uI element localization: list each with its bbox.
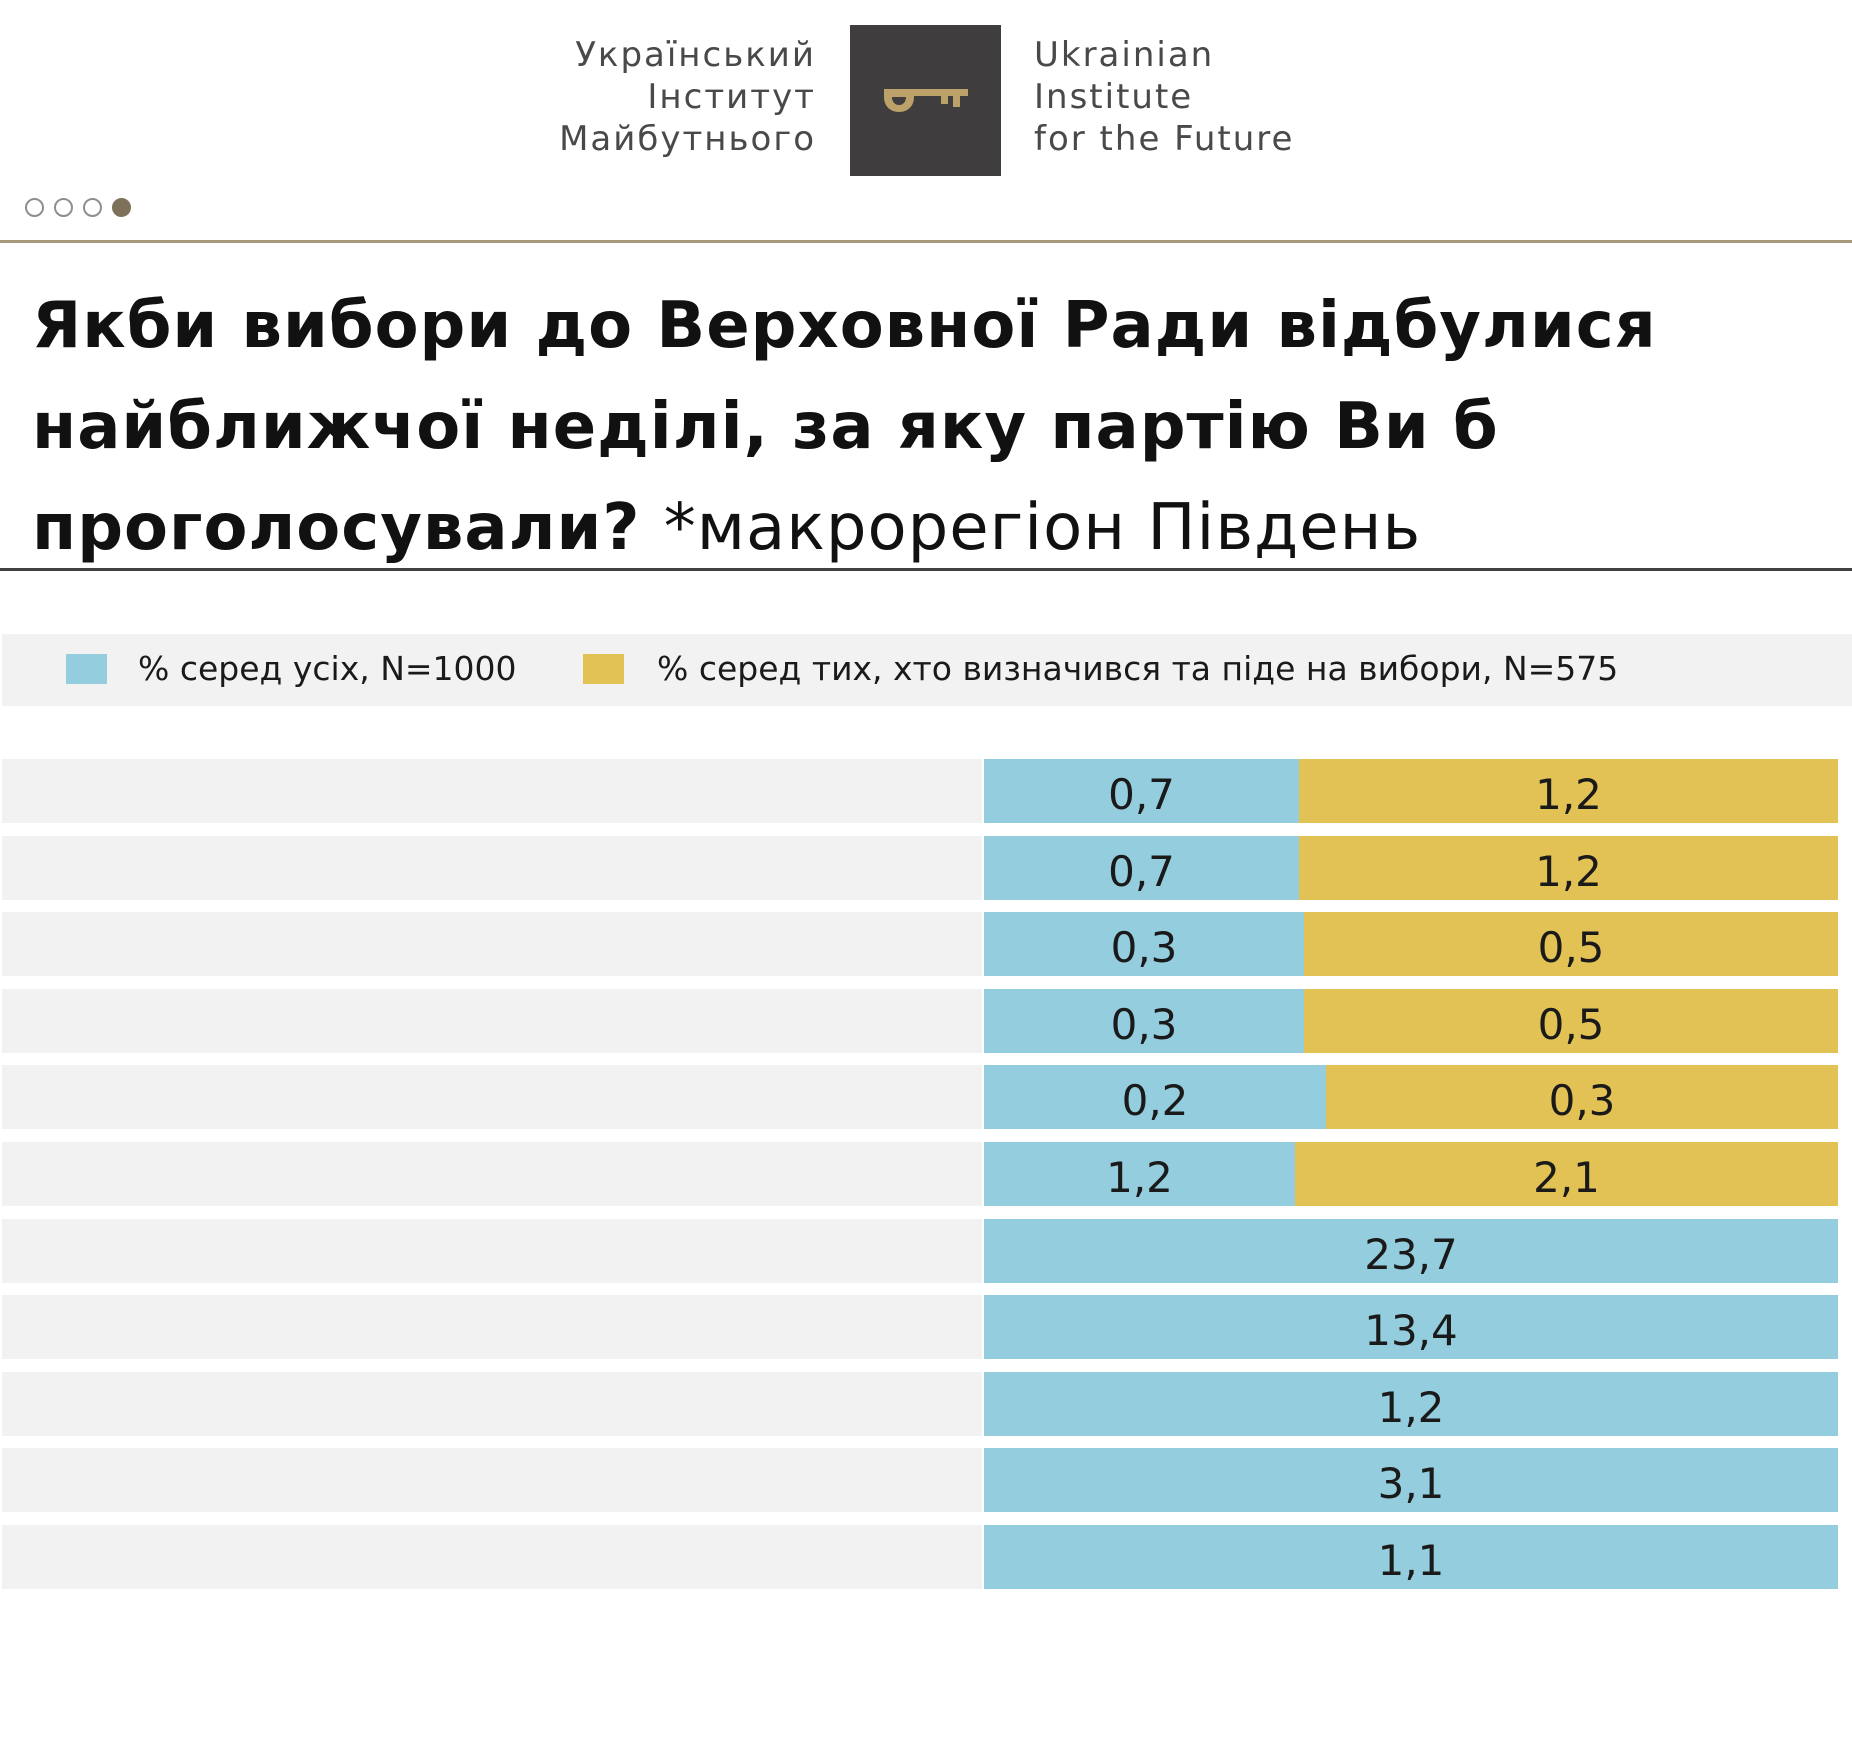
chart-title-main: Якби вибори до Верховної Ради відбулися найближчої неділі, за яку партію Ви б проголосували? (32, 289, 1657, 565)
row-background (2, 1065, 982, 1129)
data-label-all: 0,7 (1108, 846, 1175, 896)
key-icon (878, 81, 974, 121)
logo-text-english (1034, 34, 1454, 160)
chart-title (32, 276, 1812, 579)
data-label-all: 1,1 (1377, 1536, 1445, 1585)
data-label-all: 1,2 (1106, 1153, 1173, 1202)
row-background (2, 759, 982, 823)
row-background (2, 912, 982, 976)
logo-text-ukrainian (396, 34, 816, 160)
data-label-all: 13,4 (1364, 1306, 1458, 1356)
row-background (2, 836, 982, 900)
data-label-all: 3,1 (1377, 1459, 1445, 1509)
pagination-dot[interactable] (54, 198, 73, 217)
header-divider (0, 240, 1852, 243)
row-background (2, 989, 982, 1053)
logo-ua-line-1: Український (575, 35, 816, 75)
logo-ua-line-2: Інститут (647, 77, 816, 117)
data-label-decided: 2,1 (1533, 1153, 1600, 1202)
pagination-dot[interactable] (83, 198, 102, 217)
chart-title-region: *макрорегіон Південь (663, 491, 1422, 565)
pagination-dots (25, 198, 131, 217)
row-background (2, 1142, 982, 1206)
data-label-decided: 1,2 (1535, 770, 1602, 819)
row-background (2, 1219, 982, 1283)
data-label-all: 0,2 (1121, 1076, 1189, 1126)
row-background (2, 1295, 982, 1359)
data-label-all: 0,3 (1110, 923, 1178, 973)
pagination-dot-active[interactable] (112, 198, 131, 217)
data-label-all: 0,7 (1108, 770, 1175, 819)
data-label-decided: 0,3 (1548, 1076, 1616, 1126)
legend-label-all: % серед усіх, N=1000 (138, 649, 517, 688)
data-label-decided: 1,2 (1535, 846, 1602, 896)
data-label-all: 1,2 (1377, 1382, 1445, 1432)
logo-en-line-2: Institute (1034, 77, 1194, 117)
pagination-dot[interactable] (25, 198, 44, 217)
legend-swatch-all (66, 654, 107, 684)
data-label-decided: 0,5 (1537, 923, 1605, 973)
legend-label-decided: % серед тих, хто визначився та піде на вибори, N=575 (657, 649, 1619, 688)
logo-en-line-1: Ukrainian (1034, 35, 1215, 75)
logo-en-line-3: for the Future (1034, 119, 1295, 159)
data-label-all: 23,7 (1364, 1229, 1458, 1279)
row-background (2, 1372, 982, 1436)
row-background (2, 1448, 982, 1512)
title-divider (0, 568, 1852, 571)
logo-ua-line-3: Майбутнього (559, 119, 816, 159)
logo-mark (850, 25, 1001, 176)
row-background (2, 1525, 982, 1589)
data-label-decided: 0,5 (1537, 999, 1605, 1049)
chart-legend (2, 634, 1852, 706)
legend-swatch-decided (583, 654, 624, 684)
data-label-all: 0,3 (1110, 999, 1178, 1049)
